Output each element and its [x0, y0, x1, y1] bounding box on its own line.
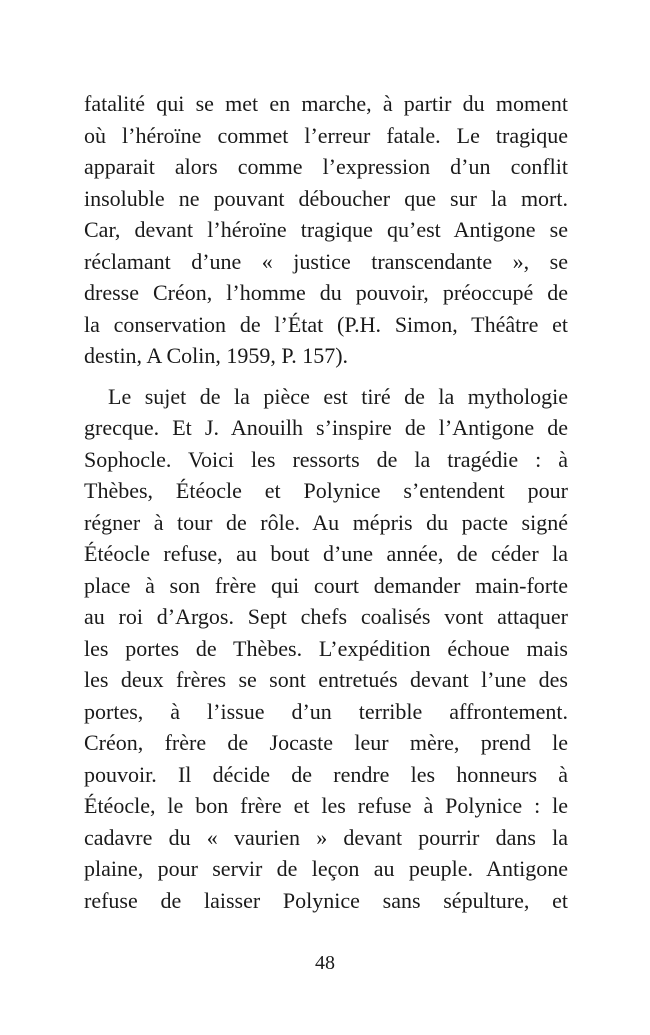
text-line: Car, devant l’héroïne tragique qu’est Antigone se [84, 217, 568, 242]
text-line: les portes de Thèbes. L’expédition échoue mais [84, 635, 568, 661]
body-text [84, 88, 568, 916]
text-line: Créon, frère de Jocaste leur mère, prend le [84, 730, 568, 755]
text-line: pouvoir. Il décide de rendre les honneurs à [84, 761, 568, 787]
paragraph-2 [84, 381, 568, 917]
text-line: plaine, pour servir de leçon au peuple. Antigone [84, 856, 568, 881]
text-line: destin, A Colin, 1959, P. 157). [84, 343, 349, 368]
text-line: régner à tour de rôle. Au mépris du pacte signé [84, 509, 568, 535]
text-line: grecque. Et J. Anouilh s’inspire de l’Antigone de [84, 415, 568, 440]
text-line: Le sujet de la pièce est tiré de la mythologie [108, 383, 568, 409]
text-line: les deux frères se sont entretués devant l’une des [84, 667, 568, 692]
page-number: 48 [315, 952, 335, 974]
text-line: Étéocle refuse, au bout d’une année, de céder la [84, 541, 568, 566]
text-line: apparait alors comme l’expression d’un conflit [84, 154, 568, 179]
text-line: fatalité qui se met en marche, à partir du moment [84, 91, 568, 116]
paragraph-1 [84, 88, 568, 372]
text-line: place à son frère qui court demander main-forte [84, 572, 568, 598]
text-line: Sophocle. Voici les ressorts de la tragédie : à [84, 446, 568, 472]
text-line: cadavre du « vaurien » devant pourrir dans la [84, 824, 568, 850]
text-line: où l’héroïne commet l’erreur fatale. Le tragique [84, 122, 568, 148]
text-line: refuse de laisser Polynice sans sépulture, et [84, 887, 568, 913]
text-line: dresse Créon, l’homme du pouvoir, préoccupé de [84, 280, 568, 305]
text-line: au roi d’Argos. Sept chefs coalisés vont attaquer [84, 604, 568, 629]
text-line: réclamant d’une « justice transcendante », se [84, 248, 568, 274]
text-line: Thèbes, Étéocle et Polynice s’entendent pour [84, 478, 568, 503]
text-line: la conservation de l’État (P.H. Simon, Théâtre et [84, 311, 568, 337]
text-line: Étéocle, le bon frère et les refuse à Polynice : le [84, 793, 568, 818]
text-line: insoluble ne pouvant déboucher que sur la mort. [84, 185, 568, 211]
text-line: portes, à l’issue d’un terrible affrontement. [84, 698, 568, 724]
